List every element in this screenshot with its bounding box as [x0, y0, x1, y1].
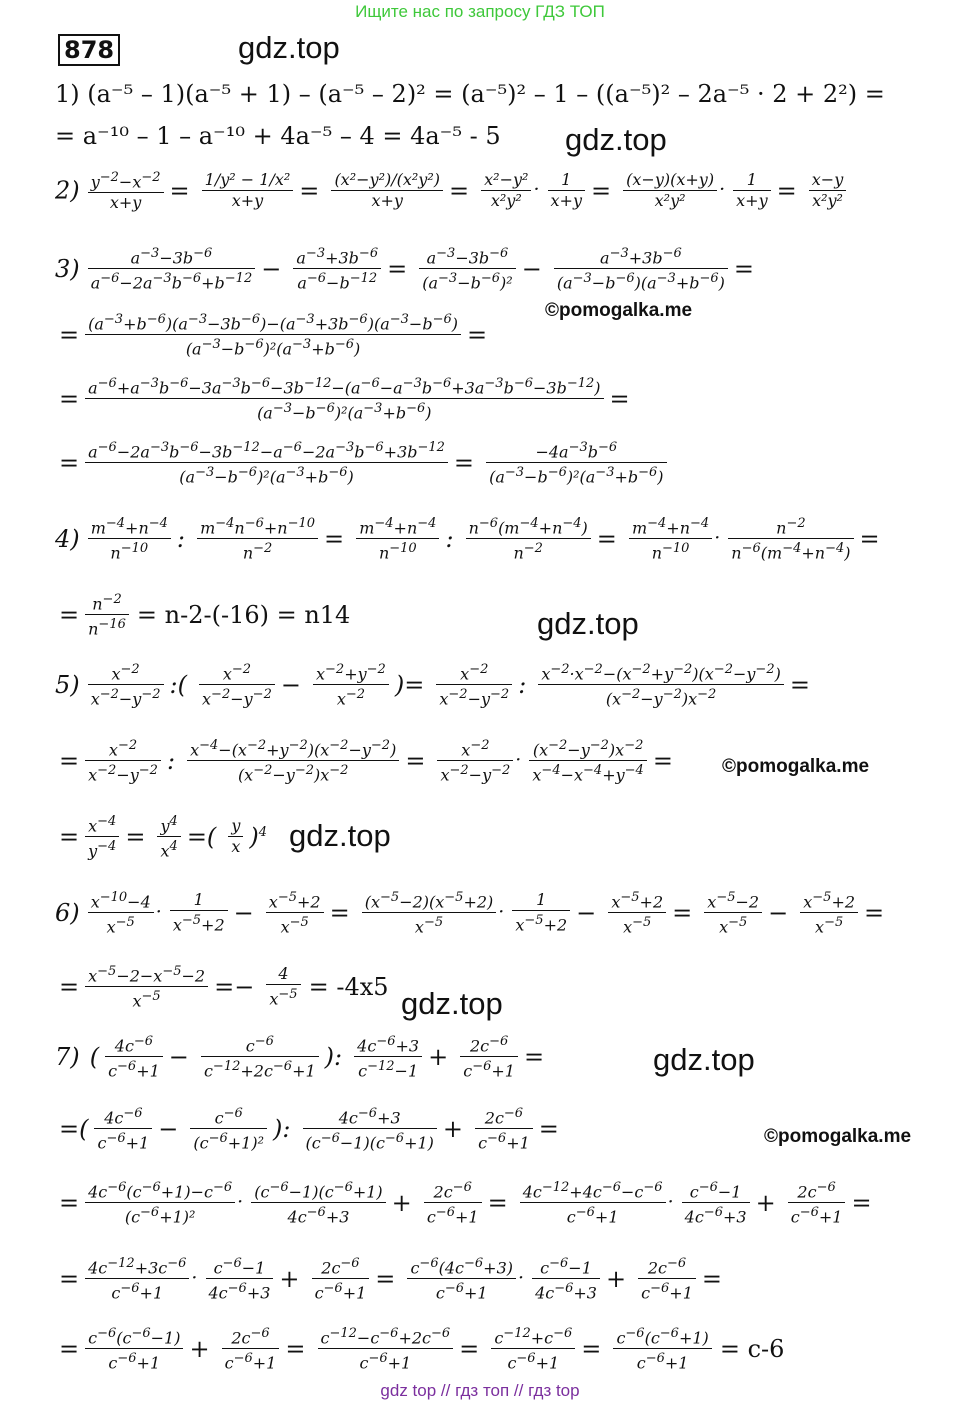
gdz-watermark: gdz.top — [653, 1042, 755, 1077]
problem-7-line-4: = $\frac{4c^{-12}+3c^{-6}}{c^{-6}+1}$ · $\frac{c^{-6}-1}{4c^{-6}+3}$ + $\frac{2c^{-6}}{c^{-6}+1}$ = $\frac{c^{-6}(4c^{-6}+3)}{c^{-6}+1}$ · $\frac{c^{-6}-1}{4c^{-6}+3}$ + $\frac{2c^{-6}}{c^{-6}+1}$ = — [59, 1256, 722, 1303]
top-banner: Ищите нас по запросу ГДЗ ТОП — [355, 2, 605, 21]
problem-5-label: 5) — [55, 670, 80, 699]
gdz-watermark: gdz.top — [565, 122, 667, 157]
problem-3-label: 3) — [55, 254, 80, 283]
pomogalka-watermark: ©pomogalka.me — [764, 1126, 912, 1147]
problem-2-label: 2) — [55, 176, 80, 205]
problem-6-line-2: = $\frac{x^{-5}-2-x^{-5}-2}{x^{-5}}$ =− $\frac{4}{x^{-5}}$ = -4x5 — [59, 964, 389, 1011]
problem-7-line-3: = $\frac{4c^{-6}(c^{-6}+1)-c^{-6}}{(c^{-6}+1)^2}$ · $\frac{(c^{-6}-1)(c^{-6}+1)}{4c^{-6}+3}$ + $\frac{2c^{-6}}{c^{-6}+1}$ = $\frac{4c^{-12}+4c^{-6}-c^{-6}}{c^{-6}+1}$ · $\frac{c^{-6}-1}{4c^{-6}+3}$ + $\frac{2c^{-6}}{c^{-6}+1}$ = — [59, 1180, 872, 1227]
problem-number: 878 — [58, 34, 120, 66]
pomogalka-watermark: ©pomogalka.me — [545, 300, 693, 321]
problem-4-label: 4) — [55, 524, 80, 553]
problem-3-line-1: 3) $\frac{a^{-3}-3b^{-6}}{a^{-6}-2a^{-3}b^{-6}+b^{-12}}$ − $\frac{a^{-3}+3b^{-6}}{a^{-6}-b^{-12}}$ = $\frac{a^{-3}-3b^{-6}}{(a^{-3}-b^{-6})^2}$ − $\frac{a^{-3}+3b^{-6}}{(a^{-3}-b^{-6})(a^{-3}+b^{-6})}$ = — [55, 246, 755, 293]
problem-4-result: = n-2-(-16) = n14 — [136, 600, 351, 629]
problem-1-line-1: 1) (a⁻⁵ – 1)(a⁻⁵ + 1) – (a⁻⁵ – 2)² = (a⁻⁵)² – 1 – ((a⁻⁵)² – 2a⁻⁵ · 2 + 2²) = — [55, 80, 885, 108]
problem-6-result: = -4x5 — [308, 972, 389, 1001]
problem-3-line-2: = $\frac{(a^{-3}+b^{-6})(a^{-3}-3b^{-6})-(a^{-3}+3b^{-6})(a^{-3}-b^{-6})}{(a^{-3}-b^{-6})^2(a^{-3}+b^{-6})}$ = — [59, 312, 488, 359]
problem-3-line-3: = $\frac{a^{-6}+a^{-3}b^{-6}-3a^{-3}b^{-6}-3b^{-12}-(a^{-6}-a^{-3}b^{-6}+3a^{-3}b^{-6}-3b^{-12})}{(a^{-3}-b^{-6})^2(a^{-3}+b^{-6})}$ = — [59, 376, 630, 423]
footer-links: gdz top // гдз топ // гдз top — [380, 1381, 580, 1400]
problem-7-line-2: =( $\frac{4c^{-6}}{c^{-6}+1}$ − $\frac{c^{-6}}{(c^{-6}+1)^2}$ ): $\frac{4c^{-6}+3}{(c^{-6}-1)(c^{-6}+1)}$ + $\frac{2c^{-6}}{c^{-6}+1}$ = — [59, 1106, 559, 1153]
problem-5-line-3: = $\frac{x^{-4}}{y^{-4}}$ = $\frac{y^4}{x^4}$ =( $\frac{y}{x}$ )$^4$ — [59, 814, 268, 861]
problem-5-line-2: = $\frac{x^{-2}}{x^{-2}-y^{-2}}$ : $\frac{x^{-4}-(x^{-2}+y^{-2})(x^{-2}-y^{-2})}{(x^{-2}-y^{-2})x^{-2}}$ = $\frac{x^{-2}}{x^{-2}-y^{-2}}$ · $\frac{(x^{-2}-y^{-2})x^{-2}}{x^{-4}-x^{-4}+y^{-4}}$ = — [59, 738, 673, 785]
pomogalka-watermark: ©pomogalka.me — [722, 756, 870, 777]
problem-7-label: 7) — [55, 1042, 80, 1071]
problem-5-line-1: 5) $\frac{x^{-2}}{x^{-2}-y^{-2}}$ :( $\frac{x^{-2}}{x^{-2}-y^{-2}}$ − $\frac{x^{-2}+y^{-2}}{x^{-2}}$ )= $\frac{x^{-2}}{x^{-2}-y^{-2}}$ : $\frac{x^{-2}\cdot x^{-2}-(x^{-2}+y^{-2})(x^{-2}-y^{-2})}{(x^{-2}-y^{-2})x^{-2}}$ = — [55, 662, 810, 709]
problem-6-label: 6) — [55, 898, 80, 927]
gdz-watermark: gdz.top — [401, 986, 503, 1021]
problem-6-line-1: 6) $\frac{x^{-10}-4}{x^{-5}}$ · $\frac{1}{x^{-5}+2}$ − $\frac{x^{-5}+2}{x^{-5}}$ = $\frac{(x^{-5}-2)(x^{-5}+2)}{x^{-5}}$ · $\frac{1}{x^{-5}+2}$ − $\frac{x^{-5}+2}{x^{-5}}$ = $\frac{x^{-5}-2}{x^{-5}}$ − $\frac{x^{-5}+2}{x^{-5}}$ = — [55, 890, 885, 937]
problem-3-line-4: = $\frac{a^{-6}-2a^{-3}b^{-6}-3b^{-12}-a^{-6}-2a^{-3}b^{-6}+3b^{-12}}{(a^{-3}-b^{-6})^2(a^{-3}+b^{-6})}$ = $\frac{-4a^{-3}b^{-6}}{(a^{-3}-b^{-6})^2(a^{-3}+b^{-6})}$ — [55, 438, 669, 488]
problem-7-result: = c-6 — [719, 1334, 785, 1363]
problem-2: 2) $\frac{y^{-2}-x^{-2}}{x+y}$ = $\frac{\text{1/y² − 1/x²}}{x+y}$ = $\frac{\text{(x²−y²)/(x²y²)}}{x+y}$ = $\frac{\text{x²−y²}}{\text{x²y²}}$ · $\frac{1}{x+y}$ = $\frac{(x-y)(x+y)}{\text{x²y²}}$ · $\frac{1}{x+y}$ = $\frac{x-y}{\text{x²y²}}$ — [55, 168, 848, 213]
problem-1-line-2: = a⁻¹⁰ – 1 – a⁻¹⁰ + 4a⁻⁵ – 4 = 4a⁻⁵ - 5 — [55, 122, 501, 150]
problem-4-line-1: 4) $\frac{m^{-4}+n^{-4}}{n^{-10}}$ : $\frac{m^{-4}n^{-6}+n^{-10}}{n^{-2}}$ = $\frac{m^{-4}+n^{-4}}{n^{-10}}$ : $\frac{n^{-6}(m^{-4}+n^{-4})}{n^{-2}}$ = $\frac{m^{-4}+n^{-4}}{n^{-10}}$ · $\frac{n^{-2}}{n^{-6}(m^{-4}+n^{-4})}$ = — [55, 516, 880, 563]
problem-7-line-5: = $\frac{c^{-6}(c^{-6}-1)}{c^{-6}+1}$ + $\frac{2c^{-6}}{c^{-6}+1}$ = $\frac{c^{-12}-c^{-6}+2c^{-6}}{c^{-6}+1}$ = $\frac{c^{-12}+c^{-6}}{c^{-6}+1}$ = $\frac{c^{-6}(c^{-6}+1)}{c^{-6}+1}$ = c-6 — [59, 1326, 785, 1373]
gdz-watermark: gdz.top — [238, 30, 340, 65]
problem-7-line-1: 7) ( $\frac{4c^{-6}}{c^{-6}+1}$ − $\frac{c^{-6}}{c^{-12}+2c^{-6}+1}$ ): $\frac{4c^{-6}+3}{c^{-12}-1}$ + $\frac{2c^{-6}}{c^{-6}+1}$ = — [55, 1034, 545, 1081]
gdz-watermark: gdz.top — [289, 818, 391, 853]
gdz-watermark: gdz.top — [537, 606, 639, 641]
problem-4-line-2: = $\frac{n^{-2}}{n^{-16}}$ = n-2-(-16) = n14 — [59, 592, 351, 639]
